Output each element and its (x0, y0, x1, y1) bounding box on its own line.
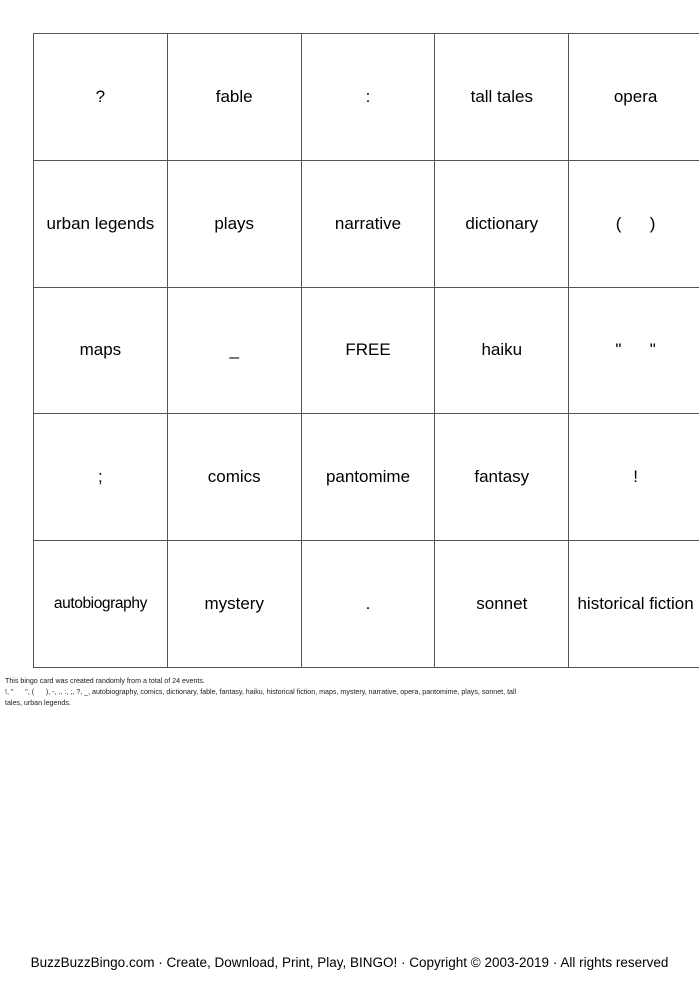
bingo-cell[interactable]: : (301, 34, 435, 161)
bingo-cell[interactable]: comics (167, 414, 301, 541)
bingo-cell[interactable]: dictionary (435, 160, 569, 287)
bingo-cell[interactable]: maps (34, 287, 168, 414)
bingo-cell[interactable]: autobiography (34, 541, 168, 668)
bingo-cell[interactable]: plays (167, 160, 301, 287)
bingo-cell[interactable]: narrative (301, 160, 435, 287)
bingo-cell[interactable]: . (301, 541, 435, 668)
bingo-cell[interactable]: ( ) (569, 160, 699, 287)
bingo-cell[interactable]: urban legends (34, 160, 168, 287)
bingo-cell[interactable]: fantasy (435, 414, 569, 541)
site-footer: BuzzBuzzBingo.com · Create, Download, Print, Play, BINGO! · Copyright © 2003-2019 · All rights reserved (30, 955, 669, 970)
bingo-cell[interactable]: historical fiction (569, 541, 699, 668)
bingo-cell[interactable]: ? (34, 34, 168, 161)
bingo-cell-free-space[interactable]: FREE (301, 287, 435, 414)
bingo-row (34, 160, 699, 287)
card-source-caption (5, 676, 695, 709)
bingo-row (34, 287, 699, 414)
bingo-cell[interactable]: pantomime (301, 414, 435, 541)
bingo-cell[interactable]: ; (34, 414, 168, 541)
bingo-grid-body (34, 34, 699, 668)
bingo-cell[interactable]: haiku (435, 287, 569, 414)
bingo-cell[interactable]: ! (569, 414, 699, 541)
caption-line-events-2: tales, urban legends. (5, 698, 71, 707)
caption-line-events-1: !, " ", ( ), -, ., :, ;, ?, _, autobiography, comics, dictionary, fable, fantasy, haiku, historical fiction, maps, mystery, narrative, opera, pantomime, plays, sonnet, tall (5, 687, 517, 696)
bingo-cell[interactable]: fable (167, 34, 301, 161)
bingo-card-grid (33, 33, 699, 668)
bingo-cell[interactable]: mystery (167, 541, 301, 668)
bingo-row (34, 414, 699, 541)
bingo-cell[interactable]: _ (167, 287, 301, 414)
bingo-cell[interactable]: sonnet (435, 541, 569, 668)
bingo-row (34, 541, 699, 668)
bingo-cell[interactable]: " " (569, 287, 699, 414)
bingo-row (34, 34, 699, 161)
caption-line-summary: This bingo card was created randomly from a total of 24 events. (5, 677, 205, 685)
bingo-cell[interactable]: opera (569, 34, 699, 161)
bingo-cell[interactable]: tall tales (435, 34, 569, 161)
